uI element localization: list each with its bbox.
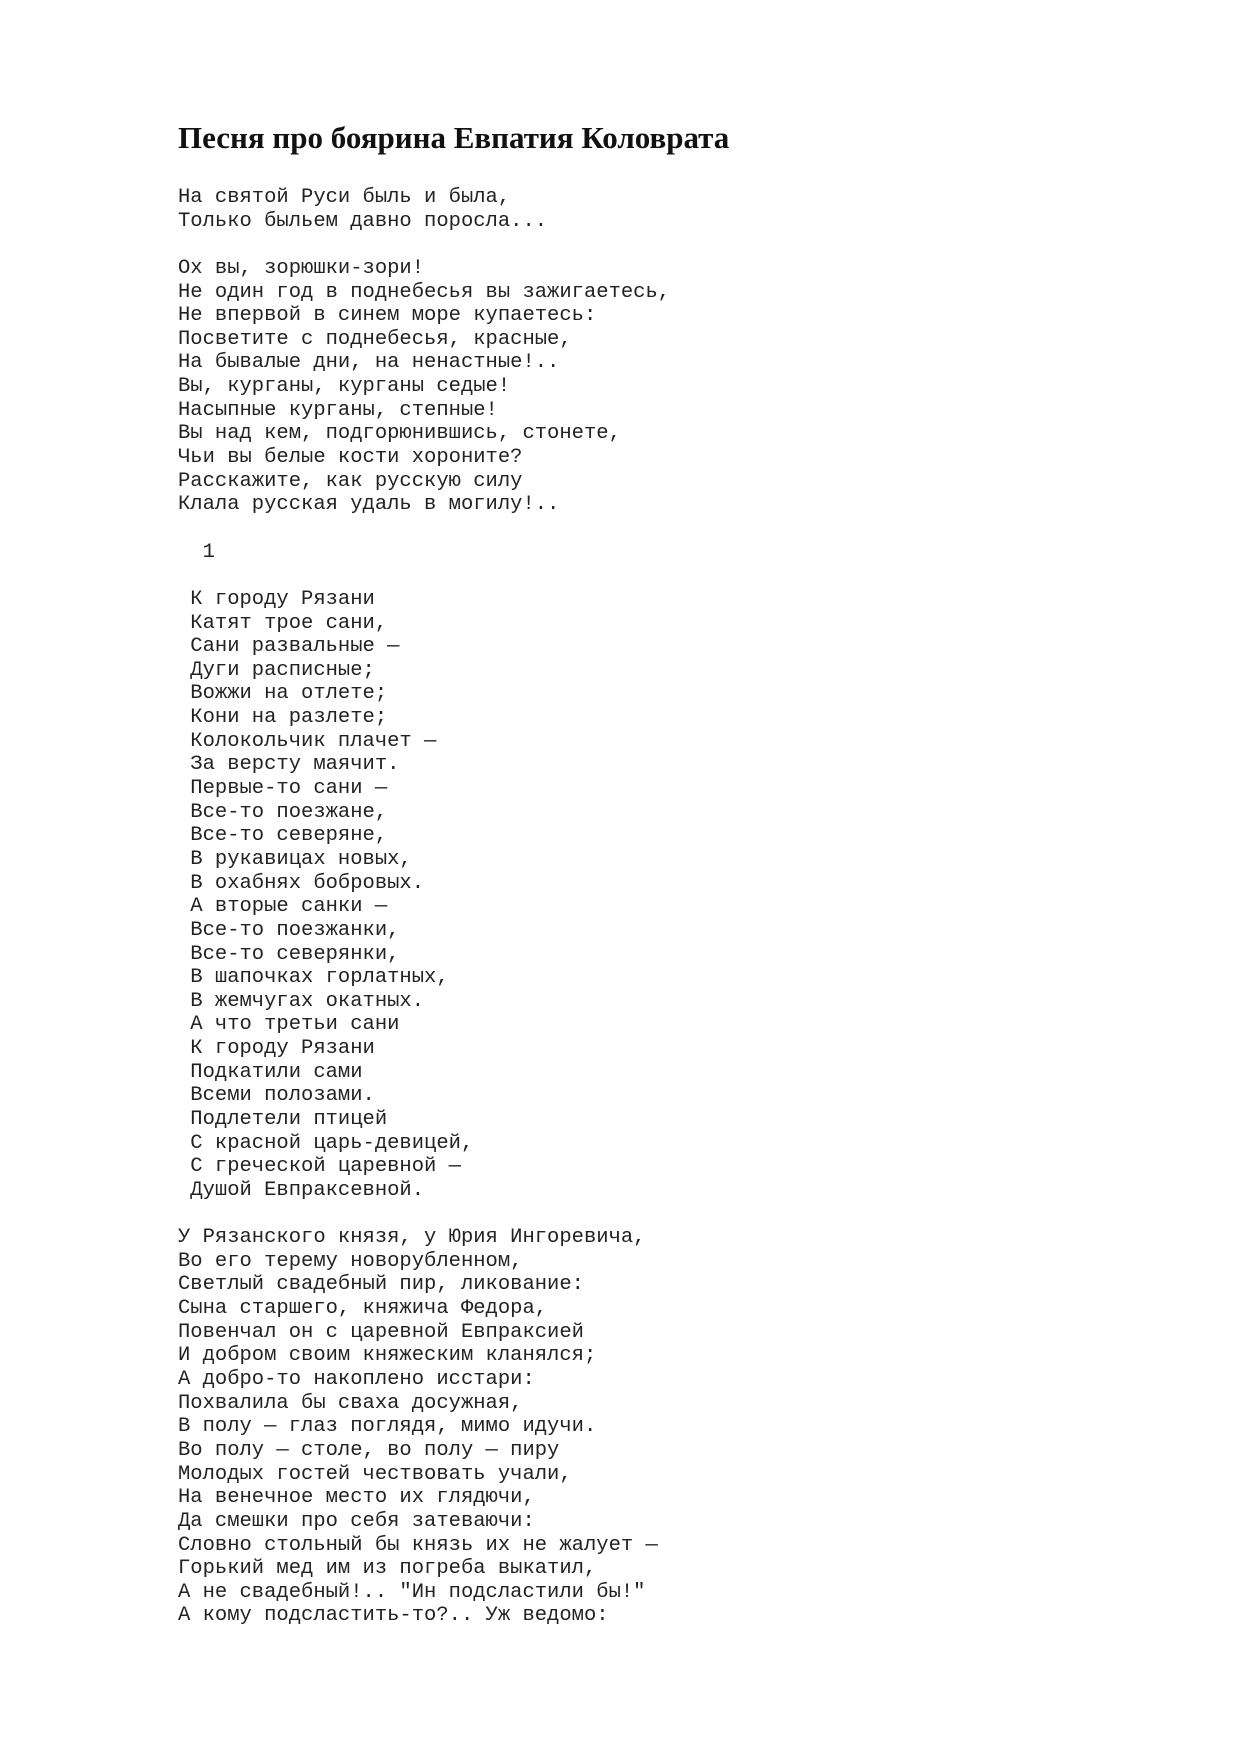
text-line: Горький мед им из погреба выкатил, <box>178 1557 597 1581</box>
text-line: На бывалые дни, на ненастные!.. <box>178 351 560 375</box>
text-line: С красной царь-девицей, <box>178 1131 474 1155</box>
text-line: Все-то поезжане, <box>178 800 388 824</box>
text-line: Не один год в поднебесья вы зажигаетесь, <box>178 280 671 304</box>
text-line: Клала русская удаль в могилу!.. <box>178 493 560 517</box>
text-line: Только быльем давно поросла... <box>178 209 548 233</box>
text-line: На святой Руси быль и была, <box>178 186 511 209</box>
blank-line <box>178 517 670 541</box>
text-line: В жемчугах окатных. <box>178 989 425 1013</box>
text-line: Посветите с поднебесья, красные, <box>178 327 572 351</box>
text-line: Во его терему новорубленном, <box>178 1249 523 1273</box>
text-line: Ох вы, зорюшки-зори! <box>178 256 425 280</box>
text-line: Повенчал он с царевной Евпраксией <box>178 1320 584 1344</box>
text-line: И добром своим княжеским кланялся; <box>178 1344 597 1368</box>
text-line: В рукавицах новых, <box>178 847 412 871</box>
text-line: У Рязанского князя, у Юрия Ингоревича, <box>178 1226 646 1250</box>
text-line: Кони на разлете; <box>178 706 388 730</box>
text-line: Расскажите, как русскую силу <box>178 469 523 493</box>
text-line: Колокольчик плачет — <box>178 729 437 753</box>
text-line: Подкатили сами <box>178 1060 363 1084</box>
text-line: Все-то северяне, <box>178 824 388 848</box>
text-line: Все-то поезжанки, <box>178 918 400 942</box>
text-line: А добро-то накоплено исстари: <box>178 1368 535 1392</box>
text-line: За версту маячит. <box>178 753 400 777</box>
text-line: Первые-то сани — <box>178 777 388 801</box>
text-line: А вторые санки — <box>178 895 388 919</box>
text-line: Словно стольный бы князь их не жалует — <box>178 1533 658 1557</box>
text-line: Светлый свадебный пир, ликование: <box>178 1273 584 1297</box>
text-line: К городу Рязани <box>178 1037 375 1061</box>
text-line: Насыпные курганы, степные! <box>178 398 498 422</box>
text-line: А что третьи сани <box>178 1013 400 1037</box>
text-line: Вожжи на отлете; <box>178 682 388 706</box>
text-line: Сына старшего, княжича Федора, <box>178 1297 548 1321</box>
text-line: С греческой царевной — <box>178 1155 461 1179</box>
text-line: А кому подсластить-то?.. Уж ведомо: <box>178 1604 609 1628</box>
text-line: Вы, курганы, курганы седые! <box>178 375 511 399</box>
text-line: Всеми полозами. <box>178 1084 375 1108</box>
blank-line <box>178 564 670 588</box>
text-line: Подлетели птицей <box>178 1107 388 1131</box>
poem-text <box>178 186 670 1628</box>
blank-line <box>178 233 670 257</box>
blank-line <box>178 1203 670 1227</box>
text-line: Душой Евпраксевной. <box>178 1178 425 1202</box>
text-line: На венечное место их глядючи, <box>178 1486 535 1510</box>
text-line: Чьи вы белые кости хороните? <box>178 446 523 470</box>
text-line: 1 <box>178 540 215 564</box>
text-line: Дуги расписные; <box>178 658 375 682</box>
text-line: Катят трое сани, <box>178 611 388 635</box>
text-line: Да смешки про себя затеваючи: <box>178 1509 535 1533</box>
text-line: В шапочках горлатных, <box>178 966 449 990</box>
text-line: В полу — глаз поглядя, мимо идучи. <box>178 1415 597 1439</box>
text-line: Во полу — столе, во полу — пиру <box>178 1438 560 1462</box>
text-line: К городу Рязани <box>178 587 375 611</box>
text-line: Не впервой в синем море купаетесь: <box>178 304 597 328</box>
document-title: Песня про боярина Евпатия Коловрата <box>178 120 730 155</box>
text-line: Молодых гостей чествовать учали, <box>178 1462 572 1486</box>
text-line: Похвалила бы сваха досужная, <box>178 1391 523 1415</box>
text-line: Сани развальные — <box>178 635 400 659</box>
text-line: В охабнях бобровых. <box>178 871 425 895</box>
text-line: Вы над кем, подгорюнившись, стонете, <box>178 422 621 446</box>
text-line: А не свадебный!.. "Ин подсластили бы!" <box>178 1580 646 1604</box>
text-line: Все-то северянки, <box>178 942 400 966</box>
